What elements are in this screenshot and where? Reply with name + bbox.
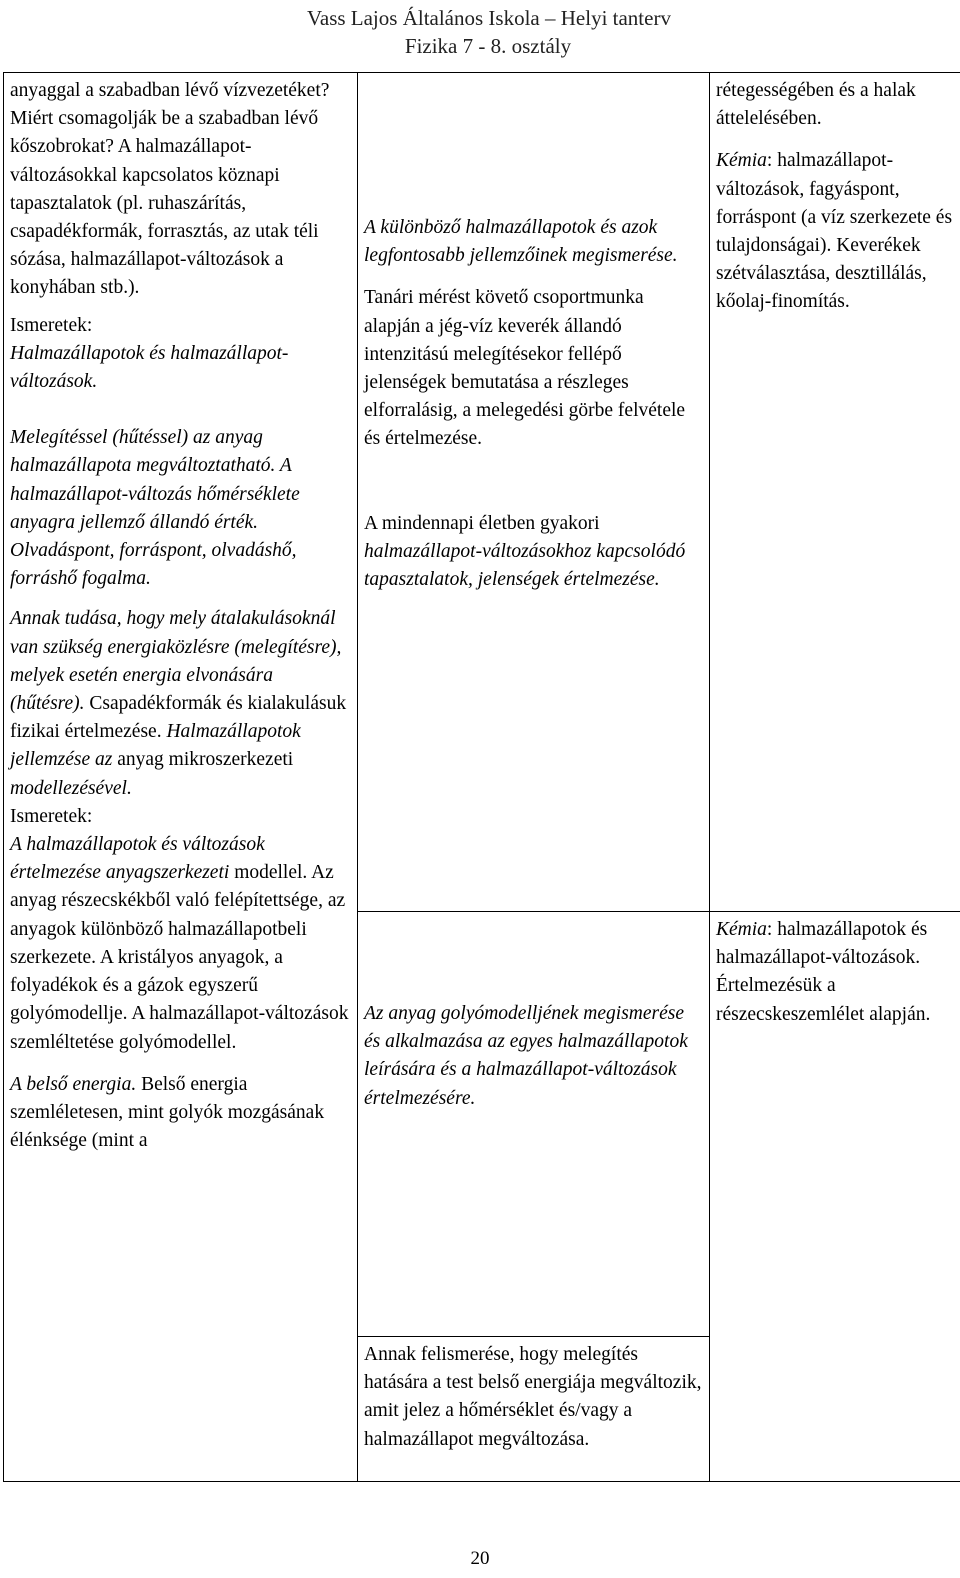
states-italic: Halmazállapotok jellemzése az	[10, 721, 301, 771]
energy-italic: Annak tudása, hogy mely átalakulásoknál van szükség energiaközlésre (melegítésre), melyek esetén energia elvonására (hűtésre).	[10, 608, 342, 715]
energy-paragraph	[10, 605, 351, 802]
links-cell-1	[710, 73, 960, 912]
model-text: modellel. Az anyag részecskékből való felépítettsége, az anyagok különböző halmazállapotbeli szerkezete. A kristályos anyagok, a folyadékok és a gázok egyszerű golyómodellje. A halmazállapot-változások szemléltetése golyómodellel.	[10, 862, 349, 1053]
measurement-activity: Tanári mérést követő csoportmunka alapján a jég-víz keverék állandó intenzitású melegítésekor fellépő jelenségek bemutatása a részleges elforralásig, a melegedési görbe felvétele és értelmezése.	[364, 287, 686, 450]
knowledge-label: Ismeretek:	[10, 314, 93, 336]
page-header	[0, 4, 960, 60]
layering-text: rétegességében és a halak áttelelésében.	[716, 80, 916, 130]
curriculum-table	[3, 72, 960, 1482]
chemistry-label-2: Kémia	[716, 919, 767, 940]
page-number: 20	[470, 1548, 490, 1569]
microstructure-text: anyag mikroszerkezeti	[117, 749, 294, 771]
internal-energy-text: Belső energia szemléletesen, mint golyók mozgásának élénksége (mint a	[10, 1073, 325, 1152]
chemistry-link-2	[716, 916, 960, 1029]
model-paragraph	[10, 831, 351, 1057]
table-row	[4, 73, 960, 912]
model-italic: A halmazállapotok és változások értelmezése anyagszerkezeti	[10, 834, 265, 884]
internal-energy-paragraph	[10, 1071, 351, 1156]
chemistry-link-1	[716, 147, 960, 316]
links-cell-2	[710, 912, 960, 1482]
chemistry-text-2: : halmazállapotok és halmazállapot-változások. Értelmezésük a részecskeszemlélet alapján.	[716, 919, 931, 1025]
ball-model-goal: Az anyag golyómodelljének megismerése és alkalmazása az egyes halmazállapotok leírására és a halmazállapot-változások értelmezésére.	[364, 1003, 688, 1109]
everyday-paragraph	[364, 510, 703, 595]
header-subject: Fizika 7 - 8. osztály	[404, 34, 572, 58]
chemistry-label-1: Kémia	[716, 150, 767, 172]
header-school: Vass Lajos Általános Iskola – Helyi tanterv	[307, 6, 671, 30]
everyday-italic: halmazállapot-változásokhoz kapcsolódó tapasztalatok, jelenségek értelmezése.	[364, 540, 686, 591]
knowledge-label-2: Ismeretek:	[10, 805, 93, 827]
internal-energy-goal: Annak felismerése, hogy melegítés hatására a test belső energiája megváltozik, amit jelez a hőmérséklet és/vagy a halmazállapot megváltozása.	[364, 1344, 702, 1450]
intro-paragraph: anyaggal a szabadban lévő vízvezetéket? Miért csomagolják be a szabadban lévő kőszobrokat? A halmazállapot-változásokkal kapcsolatos köznapi tapasztalatok (pl. ruhaszárítás, csapadékformák, forrasztás, az utak téli sózása, halmazállapot-változások a konyhában stb.).	[10, 80, 330, 299]
everyday-text: A mindennapi életben gyakori	[364, 512, 600, 534]
internal-energy-italic: A belső energia.	[10, 1073, 137, 1095]
activity-cell-1	[358, 73, 710, 912]
precipitation-text: Csapadékformák és kialakulásuk fizikai értelmezése.	[10, 693, 347, 743]
content-cell	[4, 73, 358, 1482]
heating-paragraph: Melegítéssel (hűtéssel) az anyag halmazállapota megváltoztatható. A halmazállapot-változás hőmérséklete anyagra jellemző állandó érték. Olvadáspont, forráspont, olvadáshő, forráshő fogalma.	[10, 427, 300, 590]
modelling-italic: modellezésével.	[10, 777, 132, 799]
activity-cell-2	[358, 912, 710, 1337]
chemistry-text-1: : halmazállapot-változások, fagyáspont, forráspont (a víz szerkezete és tulajdonságai). Keverékek szétválasztása, desztillálás, kőolaj-finomítás.	[716, 150, 953, 313]
states-goal: A különböző halmazállapotok és azok legfontosabb jellemzőinek megismerése.	[364, 217, 678, 267]
knowledge-text: Halmazállapotok és halmazállapot-változások.	[10, 342, 289, 393]
activity-cell-3	[358, 1337, 710, 1482]
